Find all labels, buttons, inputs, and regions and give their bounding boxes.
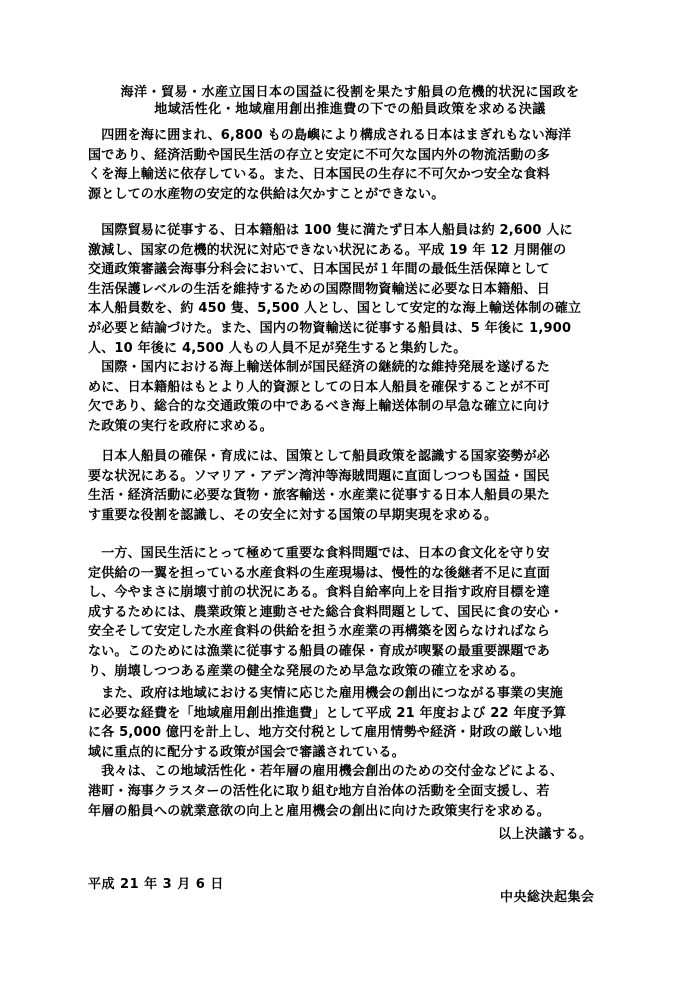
title-line: 地域活性化・地域雇用創出推進費の下での船員政策を求める決議 — [154, 102, 546, 117]
text-line: 域に重点的に配分する政策が国会で審議されている。 — [88, 744, 405, 760]
text-line: また、政府は地域における実情に応じた雇用機会の創出につながる事業の実施 — [88, 686, 563, 701]
paragraph-regional-employment — [88, 684, 614, 821]
text-line: 年層の船員への就業意欲の向上と雇用機会の創出に向けた政策実行を求める。 — [88, 803, 551, 819]
text-line: 要な状況にある。ソマリア・アデン湾沖等海賊問題に直面しつつも国益・国民 — [88, 468, 550, 484]
text-line: 人、10 年後に 4,500 人もの人員不足が発生すると集約した。 — [88, 340, 467, 356]
organization-name: 中央総決起集会 — [500, 890, 595, 905]
text-line: 源としての水産物の安定的な供給は欠かすことができない。 — [88, 186, 445, 202]
text-line: た政策の実行を政府に求める。 — [88, 418, 273, 434]
text-line: めに、日本籍船はもとより人的資源としての日本人船員を確保することが不可 — [88, 379, 551, 395]
text-line: 国であり、経済活動や国民生活の存立と安定に不可欠な国内外の物流活動の多 — [88, 147, 551, 163]
text-line: 本人船員数を、約 450 隻、5,500 人とし、国として安定的な海上輸送体制の確立 — [88, 301, 582, 317]
title-line: 海洋・貿易・水産立国日本の国益に役割を果たす船員の危機的状況に国政を — [120, 85, 580, 100]
text-line: 交通政策審議会海事分科会において、日本国民が１年間の最低生活保障として — [88, 262, 550, 278]
text-line: 激減し、国家の危機的状況に対応できない状況にある。平成 19 年 12 月開催の — [88, 242, 567, 258]
text-line: 成するためには、農業政策と連動させた総合食料問題として、国民に食の安心・ — [88, 604, 563, 620]
text-line: に必要な経費を「地域雇用創出推進費」として平成 21 年度および 22 年度予算 — [88, 705, 567, 721]
text-line: 安全そして安定した水産食料の供給を担う水産業の再構築を図らなければなら — [88, 624, 551, 640]
text-line: ない。このためには漁業に従事する船員の確保・育成が喫緊の最重要課題であ — [88, 643, 551, 659]
text-line: に各 5,000 億円を計上し、地方交付税として雇用情勢や経済・財政の厳しい地 — [88, 725, 562, 741]
text-line: 我々は、この地域活性化・若年層の雇用機会創出のための交付金などによる、 — [88, 764, 564, 780]
text-line: 定供給の一翼を担っている水産食料の生産現場は、慢性的な後継者不足に直面 — [88, 565, 551, 581]
text-line: 生活保護レベルの生活を維持するための国際間物資輸送に必要な日本籍船、日 — [88, 281, 551, 297]
resolution-title — [60, 84, 640, 118]
paragraph-maritime-nation — [88, 126, 614, 204]
text-line: 港町・海事クラスターの活性化に取り組む地方自治体の活動を全面支援し、若 — [88, 783, 550, 799]
paragraph-food-issue — [88, 544, 614, 681]
text-line: 生活・経済活動に必要な貨物・旅客輸送・水産業に従事する日本人船員の果た — [88, 488, 551, 504]
paragraph-seafarer-training — [88, 447, 614, 525]
text-line: 四囲を海に囲まれ、6,800 もの島嶼により構成される日本はまぎれもない海洋 — [88, 128, 572, 143]
text-line: し、今やまさに崩壊寸前の状況にある。食料自給率向上を目指す政府目標を達 — [88, 585, 551, 601]
text-line: 一方、国民生活にとって極めて重要な食料問題では、日本の食文化を守り安 — [88, 546, 550, 561]
closing-statement: 以上決議する。 — [498, 827, 593, 842]
paragraph-international-trade — [88, 221, 614, 437]
resolution-date: 平成 21 年 3 月 6 日 — [88, 877, 224, 892]
text-line: す重要な役割を認識し、その安全に対する国策の早期実現を求める。 — [88, 507, 498, 523]
text-line: 国際・国内における海上輸送体制が国民経済の継続的な維持発展を遂げるた — [88, 360, 551, 376]
text-line: 日本人船員の確保・育成には、国策として船員政策を認識する国家姿勢が必 — [88, 449, 551, 464]
text-line: が必要と結論づけた。また、国内の物資輸送に従事する船員は、5 年後に 1,900 — [88, 320, 572, 336]
text-line: 欠であり、総合的な交通政策の中であるべき海上輸送体制の早急な確立に向け — [88, 399, 551, 415]
text-line: り、崩壊しつつある産業の健全な発展のため早急な政策の確立を求める。 — [88, 663, 524, 679]
text-line: 国際貿易に従事する、日本籍船は 100 隻に満たず日本人船員は約 2,600 人に — [88, 223, 573, 238]
text-line: くを海上輸送に依存している。また、日本国民の生存に不可欠かつ安全な食料 — [88, 167, 551, 183]
